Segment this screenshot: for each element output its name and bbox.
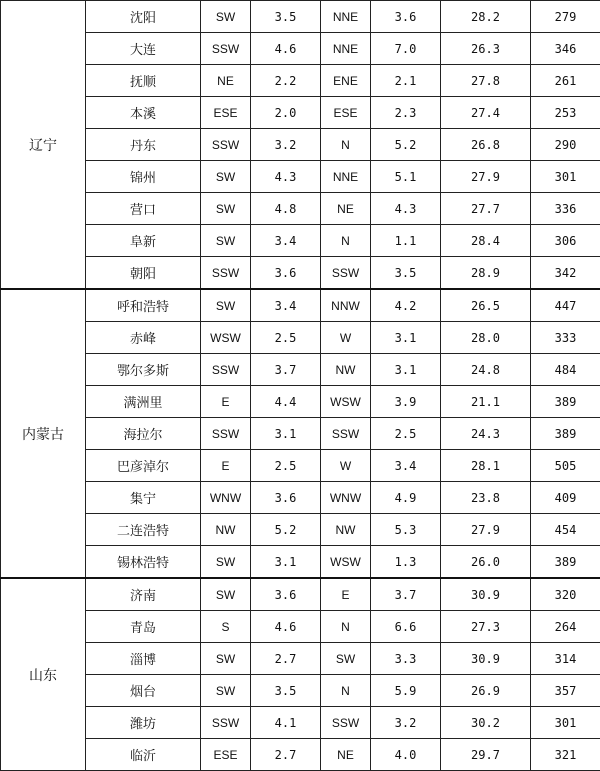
- table-row: [1, 739, 600, 771]
- wind-direction-2: WSW: [321, 546, 371, 579]
- wind-speed-2: 7.0: [371, 33, 441, 65]
- wind-speed-2: 3.6: [371, 1, 441, 33]
- wind-speed-2: 4.2: [371, 289, 441, 322]
- wind-direction-1: SSW: [201, 129, 251, 161]
- pressure-value: 389: [531, 418, 600, 450]
- temperature: 27.7: [441, 193, 531, 225]
- wind-direction-1: SW: [201, 578, 251, 611]
- wind-speed-2: 5.2: [371, 129, 441, 161]
- temperature: 21.1: [441, 386, 531, 418]
- wind-speed-2: 3.7: [371, 578, 441, 611]
- wind-speed-1: 3.6: [251, 578, 321, 611]
- city-name: 潍坊: [86, 707, 201, 739]
- wind-direction-2: SSW: [321, 418, 371, 450]
- city-name: 锦州: [86, 161, 201, 193]
- table-row: [1, 707, 600, 739]
- wind-direction-2: NNE: [321, 33, 371, 65]
- wind-speed-1: 3.5: [251, 1, 321, 33]
- temperature: 28.2: [441, 1, 531, 33]
- temperature: 30.9: [441, 643, 531, 675]
- table-row: [1, 546, 600, 579]
- temperature: 30.9: [441, 578, 531, 611]
- table-row: [1, 643, 600, 675]
- pressure-value: 301: [531, 707, 600, 739]
- pressure-value: 333: [531, 322, 600, 354]
- pressure-value: 342: [531, 257, 600, 290]
- table-row: [1, 1, 600, 33]
- wind-speed-1: 2.0: [251, 97, 321, 129]
- wind-direction-2: SSW: [321, 257, 371, 290]
- wind-direction-1: SW: [201, 225, 251, 257]
- wind-direction-1: SSW: [201, 257, 251, 290]
- temperature: 26.9: [441, 675, 531, 707]
- pressure-value: 389: [531, 386, 600, 418]
- wind-direction-1: SSW: [201, 33, 251, 65]
- temperature: 26.3: [441, 33, 531, 65]
- wind-speed-2: 5.9: [371, 675, 441, 707]
- city-name: 营口: [86, 193, 201, 225]
- table-row: [1, 289, 600, 322]
- wind-direction-1: NE: [201, 65, 251, 97]
- city-name: 丹东: [86, 129, 201, 161]
- wind-direction-2: WSW: [321, 386, 371, 418]
- wind-direction-2: NNE: [321, 1, 371, 33]
- wind-direction-2: W: [321, 450, 371, 482]
- wind-direction-1: NW: [201, 514, 251, 546]
- city-name: 呼和浩特: [86, 289, 201, 322]
- pressure-value: 389: [531, 546, 600, 579]
- table-body: [1, 1, 600, 771]
- wind-speed-1: 4.4: [251, 386, 321, 418]
- wind-direction-1: E: [201, 450, 251, 482]
- wind-speed-2: 2.3: [371, 97, 441, 129]
- wind-direction-2: WNW: [321, 482, 371, 514]
- wind-speed-1: 3.1: [251, 546, 321, 579]
- wind-direction-2: NW: [321, 514, 371, 546]
- wind-speed-2: 3.2: [371, 707, 441, 739]
- wind-direction-1: SW: [201, 193, 251, 225]
- wind-speed-1: 4.3: [251, 161, 321, 193]
- city-name: 济南: [86, 578, 201, 611]
- wind-speed-2: 5.1: [371, 161, 441, 193]
- city-name: 淄博: [86, 643, 201, 675]
- pressure-value: 346: [531, 33, 600, 65]
- temperature: 28.0: [441, 322, 531, 354]
- table-row: [1, 257, 600, 290]
- wind-speed-1: 4.1: [251, 707, 321, 739]
- wind-speed-2: 4.0: [371, 739, 441, 771]
- pressure-value: 336: [531, 193, 600, 225]
- temperature: 23.8: [441, 482, 531, 514]
- wind-speed-1: 3.7: [251, 354, 321, 386]
- temperature: 27.8: [441, 65, 531, 97]
- wind-speed-1: 3.4: [251, 225, 321, 257]
- wind-direction-2: N: [321, 611, 371, 643]
- province-cell: 内蒙古: [1, 289, 86, 578]
- wind-speed-2: 3.5: [371, 257, 441, 290]
- wind-speed-2: 4.9: [371, 482, 441, 514]
- temperature: 28.9: [441, 257, 531, 290]
- wind-direction-2: W: [321, 322, 371, 354]
- wind-direction-2: ENE: [321, 65, 371, 97]
- wind-direction-2: NE: [321, 739, 371, 771]
- wind-direction-1: WSW: [201, 322, 251, 354]
- wind-direction-1: E: [201, 386, 251, 418]
- wind-direction-1: SW: [201, 161, 251, 193]
- city-name: 巴彦淖尔: [86, 450, 201, 482]
- wind-speed-1: 2.7: [251, 643, 321, 675]
- pressure-value: 314: [531, 643, 600, 675]
- wind-speed-1: 2.5: [251, 450, 321, 482]
- wind-speed-1: 3.6: [251, 257, 321, 290]
- wind-speed-2: 4.3: [371, 193, 441, 225]
- wind-direction-2: E: [321, 578, 371, 611]
- wind-speed-2: 3.1: [371, 354, 441, 386]
- table-row: [1, 354, 600, 386]
- city-name: 本溪: [86, 97, 201, 129]
- table-row: [1, 225, 600, 257]
- temperature: 29.7: [441, 739, 531, 771]
- pressure-value: 357: [531, 675, 600, 707]
- temperature: 24.3: [441, 418, 531, 450]
- table-row: [1, 97, 600, 129]
- wind-speed-2: 1.1: [371, 225, 441, 257]
- wind-direction-2: NW: [321, 354, 371, 386]
- wind-direction-2: N: [321, 225, 371, 257]
- wind-direction-1: SSW: [201, 418, 251, 450]
- wind-speed-1: 5.2: [251, 514, 321, 546]
- temperature: 27.9: [441, 514, 531, 546]
- wind-direction-1: ESE: [201, 739, 251, 771]
- wind-speed-2: 3.4: [371, 450, 441, 482]
- wind-direction-1: SSW: [201, 354, 251, 386]
- city-name: 朝阳: [86, 257, 201, 290]
- province-cell: 山东: [1, 578, 86, 771]
- table-row: [1, 386, 600, 418]
- wind-direction-1: WNW: [201, 482, 251, 514]
- pressure-value: 454: [531, 514, 600, 546]
- table-row: [1, 578, 600, 611]
- pressure-value: 484: [531, 354, 600, 386]
- table-row: [1, 514, 600, 546]
- pressure-value: 447: [531, 289, 600, 322]
- wind-direction-1: SW: [201, 1, 251, 33]
- table-row: [1, 675, 600, 707]
- table-row: [1, 611, 600, 643]
- wind-speed-2: 5.3: [371, 514, 441, 546]
- pressure-value: 505: [531, 450, 600, 482]
- table-row: [1, 33, 600, 65]
- wind-direction-2: ESE: [321, 97, 371, 129]
- city-name: 抚顺: [86, 65, 201, 97]
- wind-direction-2: NE: [321, 193, 371, 225]
- table-row: [1, 418, 600, 450]
- wind-direction-2: N: [321, 675, 371, 707]
- pressure-value: 279: [531, 1, 600, 33]
- pressure-value: 306: [531, 225, 600, 257]
- table-row: [1, 482, 600, 514]
- wind-direction-2: SSW: [321, 707, 371, 739]
- temperature: 26.5: [441, 289, 531, 322]
- temperature: 30.2: [441, 707, 531, 739]
- wind-speed-2: 3.9: [371, 386, 441, 418]
- wind-speed-2: 2.5: [371, 418, 441, 450]
- wind-speed-1: 4.6: [251, 611, 321, 643]
- wind-direction-1: SW: [201, 289, 251, 322]
- wind-direction-1: ESE: [201, 97, 251, 129]
- pressure-value: 321: [531, 739, 600, 771]
- temperature: 28.1: [441, 450, 531, 482]
- city-name: 大连: [86, 33, 201, 65]
- city-name: 烟台: [86, 675, 201, 707]
- temperature: 27.3: [441, 611, 531, 643]
- wind-speed-1: 2.2: [251, 65, 321, 97]
- wind-speed-2: 3.3: [371, 643, 441, 675]
- temperature: 27.4: [441, 97, 531, 129]
- wind-speed-2: 2.1: [371, 65, 441, 97]
- wind-direction-2: SW: [321, 643, 371, 675]
- wind-direction-2: N: [321, 129, 371, 161]
- wind-direction-2: NNE: [321, 161, 371, 193]
- table-row: [1, 161, 600, 193]
- city-name: 鄂尔多斯: [86, 354, 201, 386]
- wind-speed-2: 6.6: [371, 611, 441, 643]
- wind-speed-2: 1.3: [371, 546, 441, 579]
- wind-direction-1: SW: [201, 643, 251, 675]
- city-name: 青岛: [86, 611, 201, 643]
- wind-direction-1: SSW: [201, 707, 251, 739]
- wind-speed-1: 2.5: [251, 322, 321, 354]
- wind-speed-1: 3.5: [251, 675, 321, 707]
- wind-speed-1: 3.2: [251, 129, 321, 161]
- city-name: 海拉尔: [86, 418, 201, 450]
- temperature: 24.8: [441, 354, 531, 386]
- city-name: 临沂: [86, 739, 201, 771]
- temperature: 28.4: [441, 225, 531, 257]
- pressure-value: 290: [531, 129, 600, 161]
- wind-speed-1: 4.8: [251, 193, 321, 225]
- city-name: 集宁: [86, 482, 201, 514]
- temperature: 26.8: [441, 129, 531, 161]
- pressure-value: 261: [531, 65, 600, 97]
- table-row: [1, 322, 600, 354]
- city-name: 锡林浩特: [86, 546, 201, 579]
- wind-speed-1: 3.1: [251, 418, 321, 450]
- wind-direction-1: SW: [201, 546, 251, 579]
- temperature: 26.0: [441, 546, 531, 579]
- pressure-value: 320: [531, 578, 600, 611]
- city-name: 沈阳: [86, 1, 201, 33]
- wind-direction-1: SW: [201, 675, 251, 707]
- pressure-value: 253: [531, 97, 600, 129]
- wind-direction-2: NNW: [321, 289, 371, 322]
- city-name: 二连浩特: [86, 514, 201, 546]
- city-name: 赤峰: [86, 322, 201, 354]
- table-row: [1, 129, 600, 161]
- wind-speed-2: 3.1: [371, 322, 441, 354]
- wind-speed-1: 4.6: [251, 33, 321, 65]
- table-row: [1, 450, 600, 482]
- pressure-value: 264: [531, 611, 600, 643]
- pressure-value: 409: [531, 482, 600, 514]
- wind-speed-1: 2.7: [251, 739, 321, 771]
- city-name: 满洲里: [86, 386, 201, 418]
- wind-speed-1: 3.4: [251, 289, 321, 322]
- temperature: 27.9: [441, 161, 531, 193]
- province-cell: 辽宁: [1, 1, 86, 290]
- city-name: 阜新: [86, 225, 201, 257]
- table-row: [1, 65, 600, 97]
- wind-speed-1: 3.6: [251, 482, 321, 514]
- wind-direction-1: S: [201, 611, 251, 643]
- table-row: [1, 193, 600, 225]
- pressure-value: 301: [531, 161, 600, 193]
